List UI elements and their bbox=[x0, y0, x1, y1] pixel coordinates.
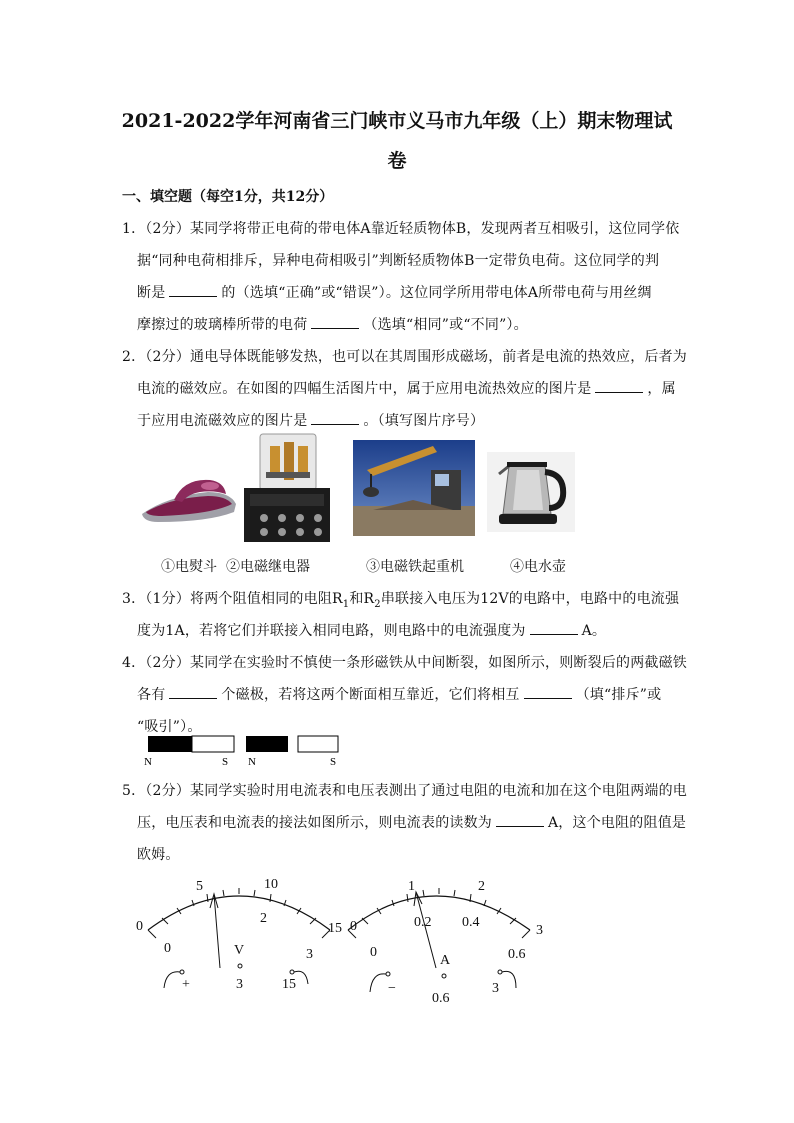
ammeter-tick-2: 2 bbox=[478, 879, 485, 894]
q1-line2: 据“同种电荷相排斥，异种电荷相吸引”判断轻质物体B一定带负电荷。这位同学的判 bbox=[137, 253, 660, 269]
voltmeter-tick-10: 10 bbox=[264, 877, 278, 892]
doc-title-line1: 2021-2022学年河南省三门峡市义马市九年级（上）期末物理试 bbox=[121, 110, 673, 132]
doc-title-line2: 卷 bbox=[387, 150, 407, 172]
voltmeter-terminal-plus: + bbox=[182, 977, 190, 992]
caption-iron: ①电熨斗 bbox=[161, 559, 217, 575]
section-heading: 一、填空题（每空1分，共12分） bbox=[122, 189, 334, 205]
voltmeter-tick-15: 15 bbox=[328, 921, 342, 936]
q1-line3-b: 的（选填“正确”或“错误”）。这位同学所用带电体A所带电荷与用丝绸 bbox=[221, 285, 652, 301]
relay-image bbox=[240, 432, 334, 544]
caption-relay: ②电磁继电器 bbox=[226, 559, 310, 575]
magnet-label-s2: S bbox=[330, 756, 337, 768]
meters-diagram bbox=[130, 868, 560, 1006]
q3-text-b: 和R bbox=[349, 591, 375, 607]
answer-blank[interactable] bbox=[169, 686, 217, 699]
q1-line4-b: （选填“相同”或“不同”）。 bbox=[363, 317, 528, 333]
voltmeter bbox=[136, 877, 342, 992]
ammeter-terminal-3: 3 bbox=[492, 981, 499, 996]
ammeter-inner-0-2: 0.2 bbox=[414, 915, 432, 930]
q5-line2-a: 压，电压表和电流表的接法如图所示，则电流表的读数为 bbox=[137, 815, 492, 831]
q3-text-a: 3．（1分）将两个阻值相同的电阻R bbox=[122, 591, 343, 607]
q1-line1: 1．（2分）某同学将带正电荷的带电体A靠近轻质物体B，发现两者互相吸引，这位同学依 bbox=[122, 221, 680, 237]
ammeter-tick-1: 1 bbox=[408, 879, 415, 894]
q2-line3 bbox=[137, 410, 484, 430]
q2-line2 bbox=[137, 378, 676, 398]
q1-line4-a: 摩擦过的玻璃棒所带的电荷 bbox=[137, 317, 308, 333]
ammeter-unit: A bbox=[440, 953, 451, 968]
q4-line2-b: 个磁极，若将这两个断面相互靠近，它们将相互 bbox=[221, 687, 520, 703]
q3-line2-b: A。 bbox=[581, 623, 607, 639]
q5-line2 bbox=[137, 812, 686, 832]
q2-line2-a: 电流的磁效应。在如图的四幅生活图片中，属于应用电流热效应的图片是 bbox=[137, 381, 592, 397]
q3-line1 bbox=[122, 588, 679, 610]
q2-line2-b: ，属 bbox=[647, 381, 676, 397]
q4-line2-a: 各有 bbox=[137, 687, 166, 703]
q5-line3: 欧姆。 bbox=[137, 847, 180, 863]
answer-blank[interactable] bbox=[524, 686, 572, 699]
answer-blank[interactable] bbox=[530, 622, 578, 635]
ammeter-inner-0-4: 0.4 bbox=[462, 915, 480, 930]
iron-image bbox=[138, 470, 240, 530]
broken-magnet-diagram bbox=[144, 734, 344, 768]
q1-line4 bbox=[137, 314, 528, 334]
ammeter-tick-3: 3 bbox=[536, 923, 543, 938]
magnet-label-s1: S bbox=[222, 756, 229, 768]
q1-line3 bbox=[137, 282, 652, 302]
q3-text-c: 串联接入电压为12V的电路中，电路中的电流强 bbox=[380, 591, 680, 607]
q3-line2 bbox=[137, 620, 606, 640]
answer-blank[interactable] bbox=[311, 316, 359, 329]
caption-crane: ③电磁铁起重机 bbox=[366, 559, 464, 575]
voltmeter-terminal-15: 15 bbox=[282, 977, 296, 992]
q2-line1: 2．（2分）通电导体既能够发热，也可以在其周围形成磁场，前者是电流的热效应，后者为 bbox=[122, 349, 688, 365]
q3-subscript-2: 2 bbox=[374, 598, 381, 610]
ammeter-terminal-0-6: 0.6 bbox=[432, 991, 450, 1006]
q5-line1: 5．（2分）某同学实验时用电流表和电压表测出了通过电阻的电流和加在这个电阻两端的电 bbox=[122, 783, 688, 799]
voltmeter-tick-5: 5 bbox=[196, 879, 203, 894]
q3-line2-a: 度为1A，若将它们并联接入相同电路，则电路中的电流强度为 bbox=[137, 623, 526, 639]
voltmeter-unit: V bbox=[234, 943, 245, 958]
q5-line2-b: A，这个电阻的阻值是 bbox=[548, 815, 687, 831]
ammeter-terminal-minus: − bbox=[388, 981, 396, 996]
q4-line3: “吸引”）。 bbox=[137, 719, 202, 735]
magnet-label-n2: N bbox=[248, 756, 256, 768]
voltmeter-inner-0: 0 bbox=[164, 941, 171, 956]
q3-subscript-1: 1 bbox=[342, 598, 350, 610]
voltmeter-terminal-3: 3 bbox=[236, 977, 243, 992]
q1-line3-a: 断是 bbox=[137, 285, 166, 301]
ammeter-inner-0-6: 0.6 bbox=[508, 947, 526, 962]
voltmeter-inner-3: 3 bbox=[306, 947, 313, 962]
answer-blank[interactable] bbox=[169, 284, 217, 297]
voltmeter-inner-2: 2 bbox=[260, 911, 267, 926]
q2-line3-b: 。（填写图片序号） bbox=[363, 413, 485, 429]
q2-line3-a: 于应用电流磁效应的图片是 bbox=[137, 413, 308, 429]
voltmeter-tick-0: 0 bbox=[136, 919, 143, 934]
ammeter-tick-0: 0 bbox=[350, 919, 357, 934]
answer-blank[interactable] bbox=[311, 412, 359, 425]
answer-blank[interactable] bbox=[595, 380, 643, 393]
crane-image bbox=[353, 440, 475, 536]
q4-line1: 4．（2分）某同学在实验时不慎使一条形磁铁从中间断裂，如图所示，则断裂后的两截磁铁 bbox=[122, 655, 688, 671]
ammeter bbox=[348, 879, 543, 1006]
q4-line2-c: （填“排斥”或 bbox=[575, 687, 662, 703]
caption-kettle: ④电水壶 bbox=[510, 559, 566, 575]
q4-line2 bbox=[137, 684, 661, 704]
kettle-image bbox=[487, 452, 575, 532]
ammeter-inner-0: 0 bbox=[370, 945, 377, 960]
magnet-label-n1: N bbox=[144, 756, 152, 768]
answer-blank[interactable] bbox=[496, 814, 544, 827]
